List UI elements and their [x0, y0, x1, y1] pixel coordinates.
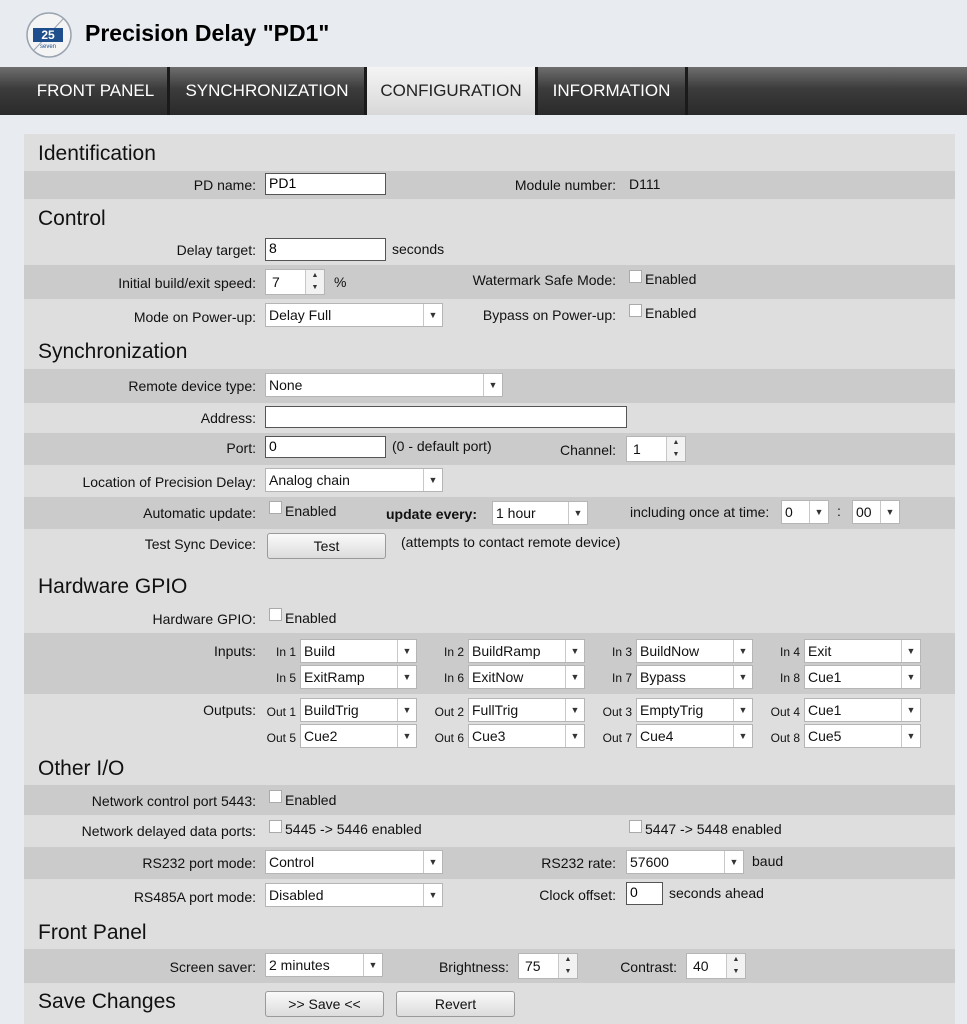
bypass-option: Enabled: [645, 305, 697, 321]
outputs-label: Outputs:: [203, 702, 256, 718]
build-speed-label: Initial build/exit speed:: [118, 275, 256, 291]
gpio-out-label: Out 4: [770, 705, 800, 719]
chevron-down-icon: ▼: [423, 851, 442, 873]
chevron-down-icon: ▼: [733, 725, 752, 747]
gpio-in-label: In 6: [443, 671, 464, 685]
gpio-out-label: Out 6: [434, 731, 464, 745]
decrement-arrow-icon[interactable]: ▼: [732, 968, 740, 975]
location-select[interactable]: [265, 468, 443, 492]
gpio-out-label: Out 3: [602, 705, 632, 719]
mode-select[interactable]: [265, 303, 443, 327]
section-save-changes: Save Changes: [38, 990, 176, 1013]
chevron-down-icon: ▼: [397, 699, 416, 721]
net-data-label: Network delayed data ports:: [81, 823, 256, 839]
gpio-in-select[interactable]: [636, 665, 753, 689]
net-data-5445-option: 5445 -> 5446 enabled: [285, 821, 422, 837]
channel-stepper[interactable]: [626, 436, 686, 462]
row-gpio-enable: [24, 603, 955, 633]
nav-bar: [0, 67, 967, 115]
gpio-label: Hardware GPIO:: [152, 611, 256, 627]
section-other-io: Other I/O: [38, 757, 125, 780]
gpio-out-value: Cue2: [304, 728, 338, 744]
row-port: [24, 433, 955, 465]
gpio-in-value: Exit: [808, 643, 832, 659]
auto-update-option: Enabled: [285, 503, 337, 519]
rs485-mode-label: RS485A port mode:: [133, 889, 256, 905]
gpio-out-value: Cue1: [808, 702, 842, 718]
pd-name-input[interactable]: PD1: [265, 173, 386, 195]
screen-saver-select[interactable]: [265, 953, 383, 977]
save-button[interactable]: >> Save <<: [265, 991, 384, 1017]
chevron-down-icon: ▼: [901, 699, 920, 721]
chevron-down-icon: ▼: [423, 884, 442, 906]
gpio-in-value: Bypass: [640, 669, 686, 685]
gpio-out-label: Out 8: [770, 731, 800, 745]
screen-saver-value: 2 minutes: [269, 957, 330, 973]
increment-arrow-icon[interactable]: ▲: [564, 956, 572, 963]
chevron-down-icon: ▼: [397, 725, 416, 747]
chevron-down-icon: ▼: [565, 666, 584, 688]
port-hint: (0 - default port): [392, 438, 492, 454]
build-speed-unit: %: [334, 274, 347, 290]
rs232-rate-unit: baud: [752, 853, 784, 869]
chevron-down-icon: ▼: [568, 502, 587, 524]
row-rs485: [24, 879, 955, 913]
rs485-mode-select[interactable]: [265, 883, 443, 907]
chevron-down-icon: ▼: [565, 725, 584, 747]
row-location: [24, 465, 955, 497]
delay-target-unit: seconds: [392, 241, 445, 257]
gpio-in-label: In 5: [275, 671, 296, 685]
location-label: Location of Precision Delay:: [82, 474, 256, 490]
gpio-in-label: In 8: [779, 671, 800, 685]
chevron-down-icon: ▼: [880, 501, 899, 523]
test-sync-button[interactable]: Test: [267, 533, 386, 559]
row-front-panel: [24, 949, 955, 983]
decrement-arrow-icon[interactable]: ▼: [672, 451, 680, 458]
brightness-stepper[interactable]: [518, 953, 578, 979]
auto-update-checkbox[interactable]: [269, 501, 282, 514]
chevron-down-icon: ▼: [397, 666, 416, 688]
address-label: Address:: [200, 410, 256, 426]
section-hardware-gpio: Hardware GPIO: [38, 575, 188, 598]
gpio-option: Enabled: [285, 610, 337, 626]
gpio-out-select[interactable]: [804, 724, 921, 748]
gpio-in-value: BuildRamp: [472, 643, 541, 659]
gpio-out-value: FullTrig: [472, 702, 519, 718]
decrement-arrow-icon[interactable]: ▼: [564, 968, 572, 975]
build-speed-stepper[interactable]: [265, 269, 325, 295]
row-identification: [24, 171, 955, 199]
mode-value: Delay Full: [269, 307, 332, 323]
watermark-label: Watermark Safe Mode:: [472, 272, 616, 288]
net-control-checkbox[interactable]: [269, 790, 282, 803]
tab-information[interactable]: INFORMATION: [538, 67, 688, 115]
clock-offset-label: Clock offset:: [539, 887, 616, 903]
row-delay-target: [24, 235, 955, 265]
sync-time-label: including once at time:: [630, 504, 770, 520]
gpio-out-value: Cue3: [472, 728, 506, 744]
gpio-in-select[interactable]: [468, 665, 585, 689]
net-control-label: Network control port 5443:: [91, 793, 256, 809]
gpio-in-value: ExitNow: [472, 669, 524, 685]
mode-label: Mode on Power-up:: [133, 309, 256, 325]
revert-button[interactable]: Revert: [396, 991, 515, 1017]
section-synchronization: Synchronization: [38, 340, 188, 363]
section-front-panel: Front Panel: [38, 921, 147, 944]
row-address: [24, 403, 955, 433]
sync-minute-value: 00: [856, 504, 872, 520]
remote-device-select[interactable]: [265, 373, 503, 397]
chevron-down-icon: ▼: [363, 954, 382, 976]
gpio-in-label: In 1: [275, 645, 296, 659]
row-build-speed: [24, 265, 955, 299]
gpio-out-value: Cue5: [808, 728, 842, 744]
rs232-rate-select[interactable]: [626, 850, 744, 874]
chevron-down-icon: ▼: [724, 851, 743, 873]
chevron-down-icon: ▼: [901, 725, 920, 747]
gpio-in-label: In 3: [611, 645, 632, 659]
chevron-down-icon: ▼: [423, 469, 442, 491]
header: [0, 0, 967, 67]
gpio-out-label: Out 7: [602, 731, 632, 745]
net-data-5447-option: 5447 -> 5448 enabled: [645, 821, 782, 837]
gpio-out-select[interactable]: [636, 724, 753, 748]
row-gpio-inputs: [24, 633, 955, 694]
row-test-sync: [24, 529, 955, 563]
rs232-rate-label: RS232 rate:: [541, 855, 616, 871]
row-power-up-mode: [24, 299, 955, 333]
chevron-down-icon: ▼: [483, 374, 502, 396]
rs232-mode-label: RS232 port mode:: [142, 855, 256, 871]
row-remote-device: [24, 369, 955, 403]
gpio-out-select[interactable]: [636, 698, 753, 722]
net-control-option: Enabled: [285, 792, 337, 808]
rs232-rate-value: 57600: [630, 854, 669, 870]
gpio-in-label: In 2: [443, 645, 464, 659]
test-sync-hint: (attempts to contact remote device): [401, 534, 621, 550]
time-separator: :: [837, 503, 841, 519]
rs232-mode-value: Control: [269, 854, 315, 870]
clock-offset-input[interactable]: 0: [626, 882, 663, 905]
bypass-label: Bypass on Power-up:: [482, 307, 616, 323]
port-input[interactable]: 0: [265, 436, 386, 458]
chevron-down-icon: ▼: [809, 501, 828, 523]
watermark-checkbox[interactable]: [629, 270, 642, 283]
sync-hour-select[interactable]: [781, 500, 829, 524]
gpio-out-select[interactable]: [300, 698, 417, 722]
gpio-out-select[interactable]: [300, 724, 417, 748]
svg-text:seven: seven: [39, 44, 57, 50]
gpio-out-select[interactable]: [468, 724, 585, 748]
gpio-out-select[interactable]: [468, 698, 585, 722]
row-net-data: [24, 815, 955, 847]
section-identification: Identification: [38, 142, 156, 165]
chevron-down-icon: ▼: [901, 640, 920, 662]
gpio-in-label: In 4: [779, 645, 800, 659]
address-input[interactable]: [265, 406, 627, 428]
build-speed-value: 7: [272, 274, 280, 290]
update-every-value: 1 hour: [496, 505, 536, 521]
gpio-in-value: ExitRamp: [304, 669, 365, 685]
rs485-mode-value: Disabled: [269, 887, 324, 903]
update-every-select[interactable]: [492, 501, 588, 525]
channel-value: 1: [633, 441, 641, 457]
chevron-down-icon: ▼: [423, 304, 442, 326]
tab-configuration[interactable]: CONFIGURATION: [367, 67, 538, 115]
sync-minute-select[interactable]: [852, 500, 900, 524]
gpio-out-value: EmptyTrig: [640, 702, 704, 718]
brightness-label: Brightness:: [438, 959, 509, 975]
location-value: Analog chain: [269, 472, 350, 488]
gpio-in-select[interactable]: [804, 639, 921, 663]
row-auto-update: [24, 497, 955, 529]
configuration-form: [24, 134, 955, 1024]
increment-arrow-icon[interactable]: ▲: [672, 439, 680, 446]
gpio-in-value: Build: [304, 643, 336, 659]
net-data-5447-checkbox[interactable]: [629, 820, 642, 833]
gpio-in-select[interactable]: [804, 665, 921, 689]
gpio-in-select[interactable]: [468, 639, 585, 663]
net-data-5445-checkbox[interactable]: [269, 820, 282, 833]
chevron-down-icon: ▼: [733, 640, 752, 662]
gpio-in-select[interactable]: [300, 639, 417, 663]
screen-saver-label: Screen saver:: [169, 959, 256, 975]
chevron-down-icon: ▼: [565, 699, 584, 721]
contrast-value: 40: [693, 958, 709, 974]
gpio-checkbox[interactable]: [269, 608, 282, 621]
channel-label: Channel:: [559, 442, 616, 458]
gpio-in-value: Cue1: [808, 669, 842, 685]
row-gpio-outputs: [24, 694, 955, 750]
rs232-mode-select[interactable]: [265, 850, 443, 874]
clock-offset-unit: seconds ahead: [669, 885, 764, 901]
chevron-down-icon: ▼: [733, 699, 752, 721]
remote-device-value: None: [269, 377, 303, 393]
bypass-checkbox[interactable]: [629, 304, 642, 317]
section-control: Control: [38, 207, 106, 230]
page-title: Precision Delay "PD1": [85, 20, 330, 46]
port-label: Port:: [226, 440, 256, 456]
row-rs232: [24, 847, 955, 879]
brightness-value: 75: [525, 958, 541, 974]
logo-icon: [24, 10, 74, 60]
chevron-down-icon: ▼: [901, 666, 920, 688]
chevron-down-icon: ▼: [565, 640, 584, 662]
chevron-down-icon: ▼: [733, 666, 752, 688]
sync-hour-value: 0: [785, 504, 793, 520]
gpio-out-value: Cue4: [640, 728, 674, 744]
decrement-arrow-icon[interactable]: ▼: [311, 284, 319, 291]
module-number-label: Module number:: [514, 177, 616, 193]
remote-device-label: Remote device type:: [128, 378, 256, 394]
watermark-option: Enabled: [645, 271, 697, 287]
gpio-out-value: BuildTrig: [304, 702, 359, 718]
module-number-value: D111: [629, 176, 661, 192]
increment-arrow-icon[interactable]: ▲: [311, 272, 319, 279]
gpio-in-select[interactable]: [636, 639, 753, 663]
inputs-label: Inputs:: [213, 643, 256, 659]
contrast-label: Contrast:: [620, 959, 677, 975]
contrast-stepper[interactable]: [686, 953, 746, 979]
test-sync-label: Test Sync Device:: [144, 536, 256, 552]
gpio-in-label: In 7: [611, 671, 632, 685]
tab-synchronization[interactable]: SYNCHRONIZATION: [170, 67, 367, 115]
delay-target-input[interactable]: 8: [265, 238, 386, 261]
gpio-out-label: Out 5: [266, 731, 296, 745]
increment-arrow-icon[interactable]: ▲: [732, 956, 740, 963]
gpio-out-label: Out 1: [266, 705, 296, 719]
svg-text:25: 25: [41, 28, 55, 42]
gpio-in-value: BuildNow: [640, 643, 700, 659]
update-every-label: update every:: [386, 506, 478, 522]
gpio-in-select[interactable]: [300, 665, 417, 689]
gpio-out-select[interactable]: [804, 698, 921, 722]
pd-name-label: PD name:: [193, 177, 256, 193]
auto-update-label: Automatic update:: [143, 505, 256, 521]
gpio-out-label: Out 2: [434, 705, 464, 719]
tab-front-panel[interactable]: FRONT PANEL: [24, 67, 170, 115]
row-net-control: [24, 785, 955, 815]
delay-target-label: Delay target:: [176, 242, 256, 258]
chevron-down-icon: ▼: [397, 640, 416, 662]
